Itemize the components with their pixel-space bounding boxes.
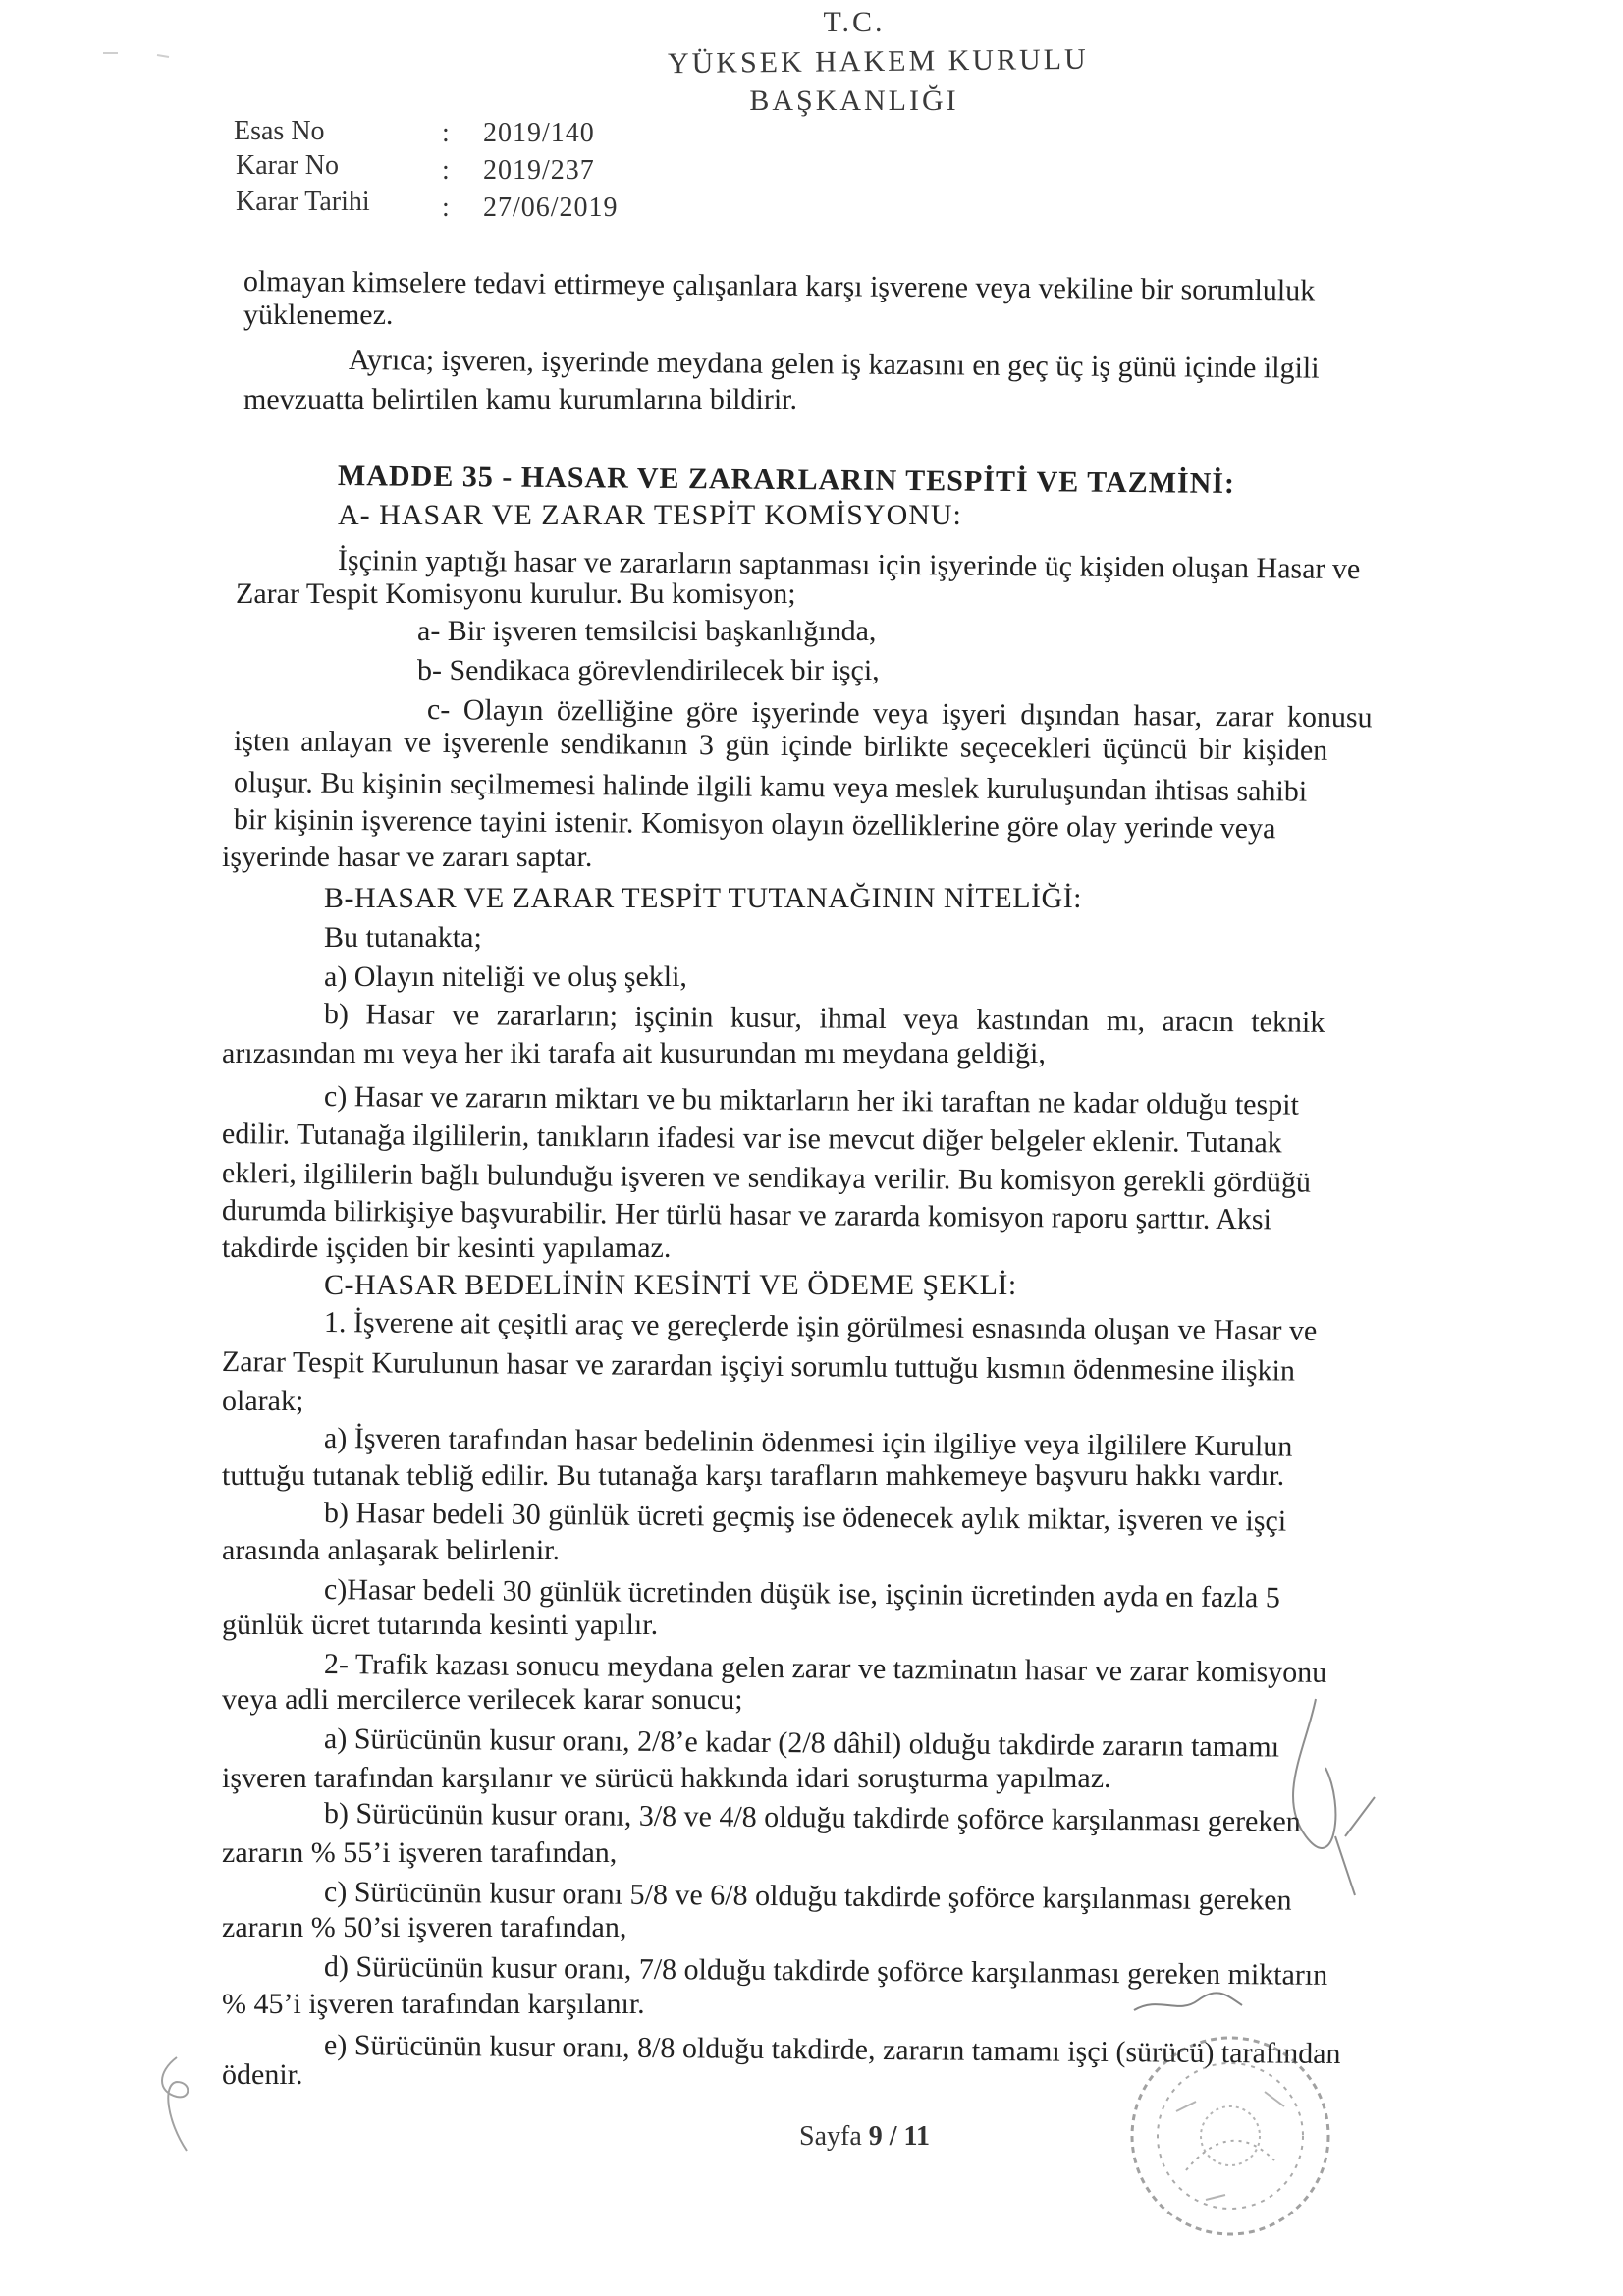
body-line: Bu tutanakta;	[324, 921, 482, 954]
meta-label-karar-no: Karar No	[236, 150, 339, 181]
article-title: MADDE 35 - HASAR VE ZARARLARIN TESPİTİ VE TAZMİNİ:	[337, 460, 1236, 500]
body-line: e) Sürücünün kusur oranı, 8/8 olduğu takdirde, zararın tamamı işçi (sürücü) tarafından	[323, 2029, 1341, 2071]
body-line: b) Sürücünün kusur oranı, 3/8 ve 4/8 olduğu takdirde şoförce karşılanması gereken	[323, 1797, 1301, 1838]
body-line: ödenir.	[222, 2058, 303, 2091]
meta-value-karar-tarihi: 27/06/2019	[483, 192, 619, 223]
page-number-value: 9 / 11	[868, 2121, 930, 2152]
body-line: takdirde işçiden bir kesinti yapılamaz.	[222, 1231, 672, 1264]
body-line: oluşur. Bu kişinin seçilmemesi halinde ilgili kamu veya meslek kuruluşundan ihtisas sahibi	[233, 766, 1308, 808]
body-line: olmayan kimselere tedavi ettirmeye çalışanlara karşı işverene veya vekiline bir sorumluluk	[243, 265, 1316, 307]
body-line: b- Sendikaca görevlendirilecek bir işçi,	[417, 654, 880, 686]
body-line: b) Hasar bedeli 30 günlük ücreti geçmiş ise ödenecek aylık miktar, işveren ve işçi	[323, 1497, 1287, 1538]
body-line: tuttuğu tutanak tebliğ edilir. Bu tutanağa karşı tarafların mahkemeye başvuru hakkı vardır.	[222, 1459, 1285, 1492]
signature-icon	[1129, 1976, 1247, 2025]
header-institution: YÜKSEK HAKEM KURULU	[667, 42, 1089, 81]
body-line: arasında anlaşarak belirlenir.	[222, 1534, 561, 1566]
body-line: a) Olayın niteliği ve oluş şekli,	[324, 960, 687, 993]
page-number	[799, 2121, 930, 2153]
body-line: işten anlayan ve işverenle sendikanın 3 gün içinde birlikte seçecekleri üçüncü bir kişiden	[233, 725, 1328, 767]
body-line: edilir. Tutanağa ilgililerin, tanıkların ifadesi var ise mevcut diğer belgeler eklenir. Tutanak	[221, 1118, 1282, 1160]
body-line: c) Hasar ve zararın miktarı ve bu miktarların her iki taraftan ne kadar olduğu tespit	[323, 1080, 1300, 1121]
scan-mark-icon	[98, 43, 177, 73]
section-heading-c: C-HASAR BEDELİNİN KESİNTİ VE ÖDEME ŞEKLİ:	[324, 1269, 1017, 1301]
body-line: c- Olayın özelliğine göre işyerinde veya işyeri dışından hasar, zarar konusu	[426, 693, 1373, 735]
meta-label-karar-tarihi: Karar Tarihi	[236, 187, 370, 217]
body-line: a) Sürücünün kusur oranı, 2/8’e kadar (2/8 dâhil) olduğu takdirde zararın tamamı	[323, 1722, 1280, 1764]
body-line: işveren tarafından karşılanır ve sürücü hakkında idari soruşturma yapılmaz.	[222, 1762, 1111, 1794]
body-line: işyerinde hasar ve zararı saptar.	[222, 841, 593, 873]
body-line: Zarar Tespit Komisyonu kurulur. Bu komisyon;	[236, 577, 796, 610]
body-line: yüklenemez.	[243, 299, 394, 331]
header-tc: T.C.	[823, 6, 886, 38]
official-stamp-icon	[1117, 2023, 1343, 2249]
meta-colon-karar-no: :	[442, 155, 450, 186]
meta-colon-esas: :	[442, 118, 450, 148]
signature-icon	[1247, 1689, 1384, 1905]
body-line: c) Sürücünün kusur oranı 5/8 ve 6/8 olduğu takdirde şoförce karşılanması gereken	[323, 1876, 1292, 1917]
body-line: olarak;	[222, 1385, 304, 1417]
initials-icon	[147, 2052, 206, 2160]
body-line: durumda bilirkişiye başvurabilir. Her türlü hasar ve zararda komisyon raporu şarttır. Aksi	[221, 1194, 1272, 1236]
body-line: c)Hasar bedeli 30 günlük ücretinden düşük ise, işçinin ücretinden ayda en fazla 5	[323, 1573, 1280, 1614]
body-line: Zarar Tespit Kurulunun hasar ve zarardan işçiyi sorumlu tuttuğu kısmın ödenmesine ilişkin	[221, 1345, 1296, 1388]
section-heading-b: B-HASAR VE ZARAR TESPİT TUTANAĞININ NİTELİĞİ:	[324, 882, 1083, 914]
page-number-prefix: Sayfa	[799, 2121, 869, 2152]
body-line: mevzuatta belirtilen kamu kurumlarına bildirir.	[243, 383, 797, 415]
body-line: d) Sürücünün kusur oranı, 7/8 olduğu takdirde şoförce karşılanması gereken miktarın	[323, 1950, 1328, 1992]
meta-label-esas: Esas No	[234, 116, 325, 146]
body-line: bir kişinin işverence tayini istenir. Komisyon olayın özelliklerine göre olay yerinde veya	[233, 803, 1276, 846]
body-line: a) İşveren tarafından hasar bedelinin ödenmesi için ilgiliye veya ilgililere Kurulun	[323, 1422, 1293, 1463]
meta-colon-karar-tarihi: :	[442, 192, 450, 223]
body-line: zararın % 55’i işveren tarafından,	[222, 1836, 618, 1869]
meta-value-esas: 2019/140	[483, 118, 595, 148]
header-presidency: BAŞKANLIĞI	[749, 84, 959, 117]
body-line: ekleri, ilgililerin bağlı bulunduğu işveren ve sendikaya verilir. Bu komisyon gerekli gördüğü	[221, 1157, 1312, 1199]
body-line: 2- Trafik kazası sonucu meydana gelen zarar ve tazminatın hasar ve zarar komisyonu	[323, 1648, 1327, 1689]
body-line: arızasından mı veya her iki tarafa ait kusurundan mı meydana geldiği,	[222, 1037, 1046, 1069]
body-line: 1. İşverene ait çeşitli araç ve gereçlerde işin görülmesi esnasında oluşan ve Hasar ve	[323, 1306, 1318, 1347]
body-line: b) Hasar ve zararların; işçinin kusur, ihmal veya kastından mı, aracın teknik	[323, 998, 1325, 1039]
body-line: zararın % 50’si işveren tarafından,	[222, 1911, 627, 1943]
body-line: veya adli mercilerce verilecek karar sonucu;	[222, 1683, 743, 1716]
body-line: günlük ücret tutarında kesinti yapılır.	[222, 1609, 659, 1641]
section-heading-a: A- HASAR VE ZARAR TESPİT KOMİSYONU:	[338, 499, 962, 531]
body-line: Ayrıca; işveren, işyerinde meydana gelen iş kazasını en geç üç iş günü içinde ilgili	[348, 344, 1320, 385]
body-line: a- Bir işveren temsilcisi başkanlığında,	[417, 615, 877, 647]
body-line: İşçinin yaptığı hasar ve zararların saptanması için işyerinde üç kişiden oluşan Hasar ve	[337, 544, 1361, 586]
meta-value-karar-no: 2019/237	[483, 155, 595, 186]
body-line: % 45’i işveren tarafından karşılanır.	[222, 1988, 645, 2020]
